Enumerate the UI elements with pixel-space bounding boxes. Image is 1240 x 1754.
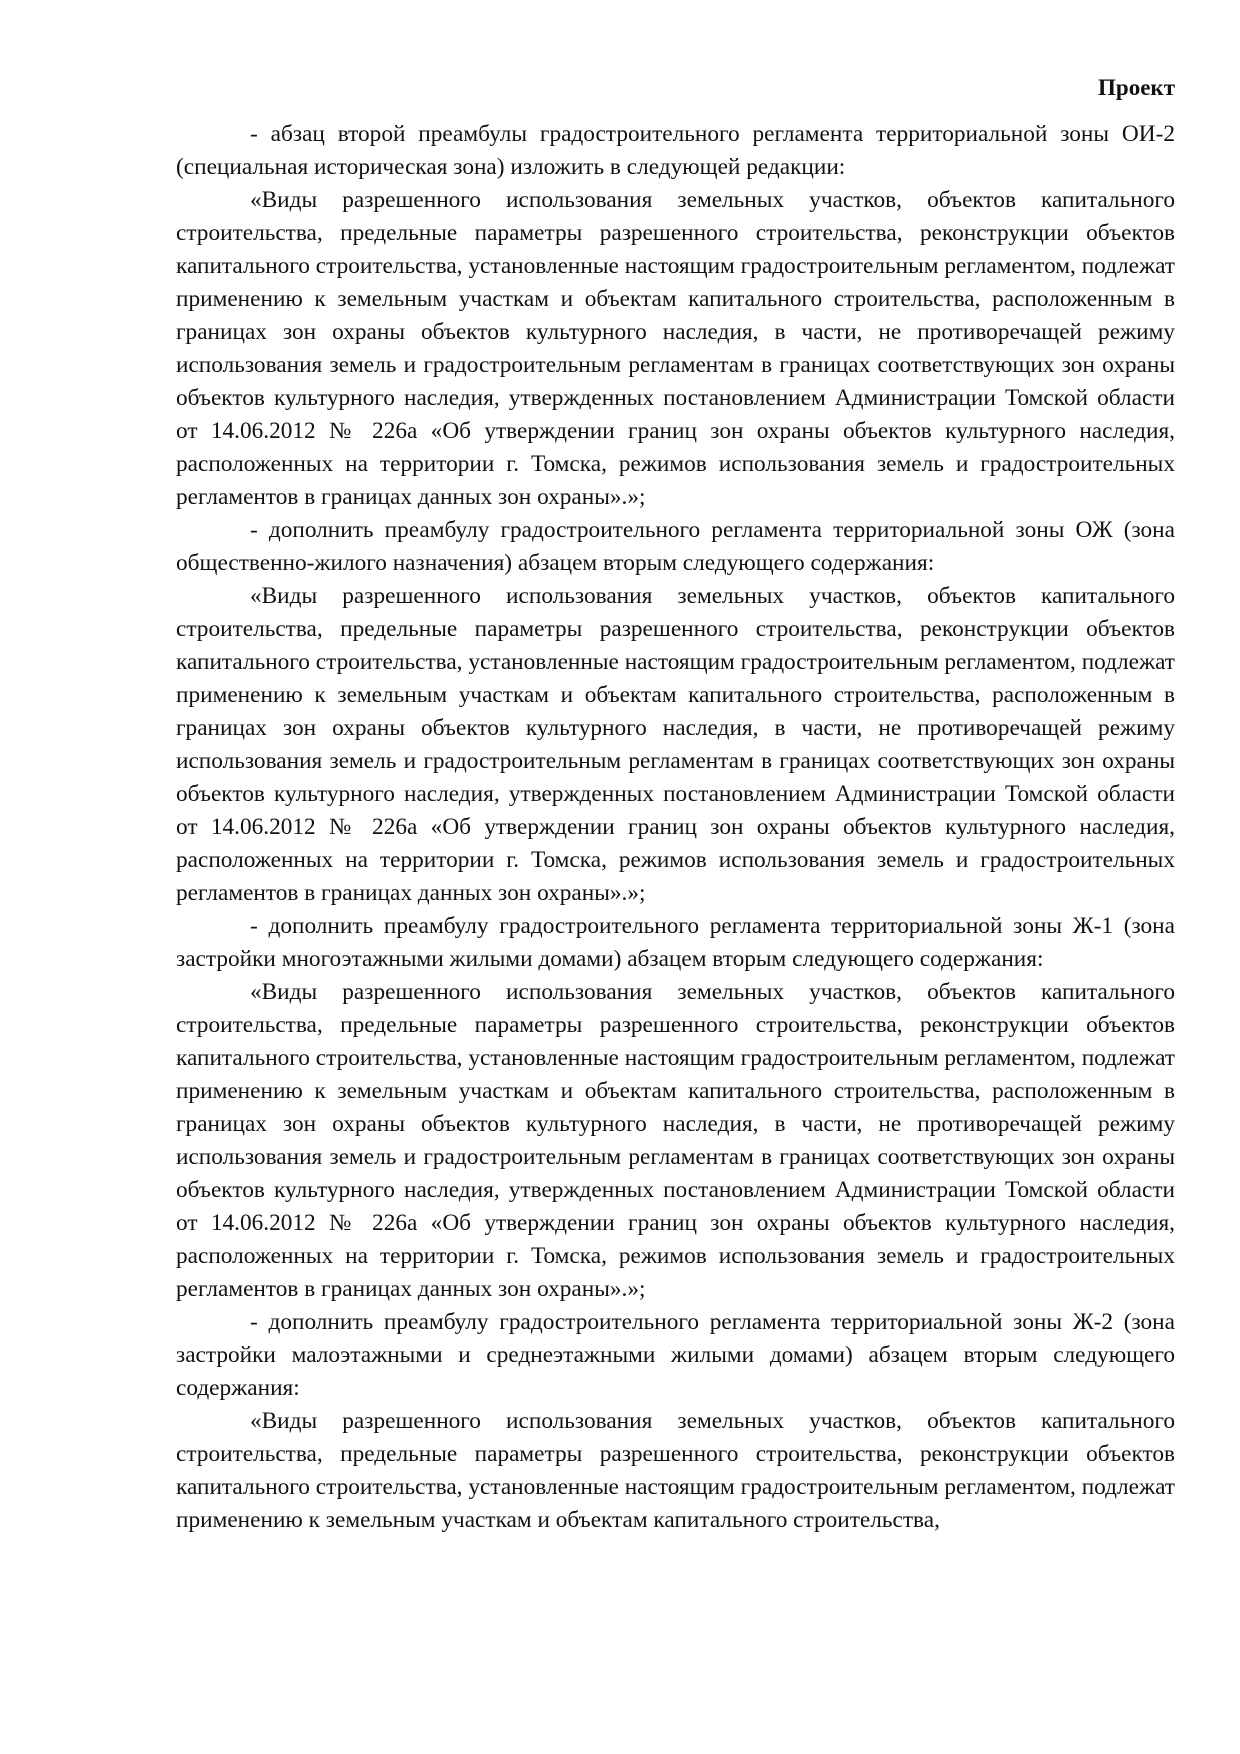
document-body: [176, 118, 1175, 1537]
paragraph: - дополнить преамбулу градостроительного регламента территориальной зоны Ж-2 (зона застройки малоэтажными и среднеэтажными жилыми домами) абзацем вторым следующего содержания:: [176, 1309, 1175, 1401]
paragraph: «Виды разрешенного использования земельных участков, объектов капитального строительства, предельные параметры разрешенного строительства, реконструкции объектов капитального строительства, установленные настоящим градостроительным регламентом, подлежат применению к земельным участкам и объектам капитального строительства, расположенным в границах зон охраны объектов культурного наследия, в части, не противоречащей режиму использования земель и градостроительным регламентам в границах соответствующих зон охраны объектов культурного наследия, утвержденных постановлением Администрации Томской области от 14.06.2012 № 226а «Об утверждении границ зон охраны объектов культурного наследия, расположенных на территории г. Томска, режимов использования земель и градостроительных регламентов в границах данных зон охраны».»;: [176, 583, 1175, 906]
paragraph: «Виды разрешенного использования земельных участков, объектов капитального строительства, предельные параметры разрешенного строительства, реконструкции объектов капитального строительства, установленные настоящим градостроительным регламентом, подлежат применению к земельным участкам и объектам капитального строительства,: [176, 1408, 1175, 1533]
document-status-label: Проект: [1098, 75, 1175, 100]
paragraph: «Виды разрешенного использования земельных участков, объектов капитального строительства, предельные параметры разрешенного строительства, реконструкции объектов капитального строительства, установленные настоящим градостроительным регламентом, подлежат применению к земельным участкам и объектам капитального строительства, расположенным в границах зон охраны объектов культурного наследия, в части, не противоречащей режиму использования земель и градостроительным регламентам в границах соответствующих зон охраны объектов культурного наследия, утвержденных постановлением Администрации Томской области от 14.06.2012 № 226а «Об утверждении границ зон охраны объектов культурного наследия, расположенных на территории г. Томска, режимов использования земель и градостроительных регламентов в границах данных зон охраны».»;: [176, 979, 1175, 1302]
paragraph: - абзац второй преамбулы градостроительного регламента территориальной зоны ОИ-2 (специальная историческая зона) изложить в следующей редакции:: [176, 121, 1175, 180]
paragraph: - дополнить преамбулу градостроительного регламента территориальной зоны Ж-1 (зона застройки многоэтажными жилыми домами) абзацем вторым следующего содержания:: [176, 913, 1175, 972]
paragraph: «Виды разрешенного использования земельных участков, объектов капитального строительства, предельные параметры разрешенного строительства, реконструкции объектов капитального строительства, установленные настоящим градостроительным регламентом, подлежат применению к земельным участкам и объектам капитального строительства, расположенным в границах зон охраны объектов культурного наследия, в части, не противоречащей режиму использования земель и градостроительным регламентам в границах соответствующих зон охраны объектов культурного наследия, утвержденных постановлением Администрации Томской области от 14.06.2012 № 226а «Об утверждении границ зон охраны объектов культурного наследия, расположенных на территории г. Томска, режимов использования земель и градостроительных регламентов в границах данных зон охраны».»;: [176, 187, 1175, 510]
paragraph: - дополнить преамбулу градостроительного регламента территориальной зоны ОЖ (зона общественно-жилого назначения) абзацем вторым следующего содержания:: [176, 517, 1175, 576]
